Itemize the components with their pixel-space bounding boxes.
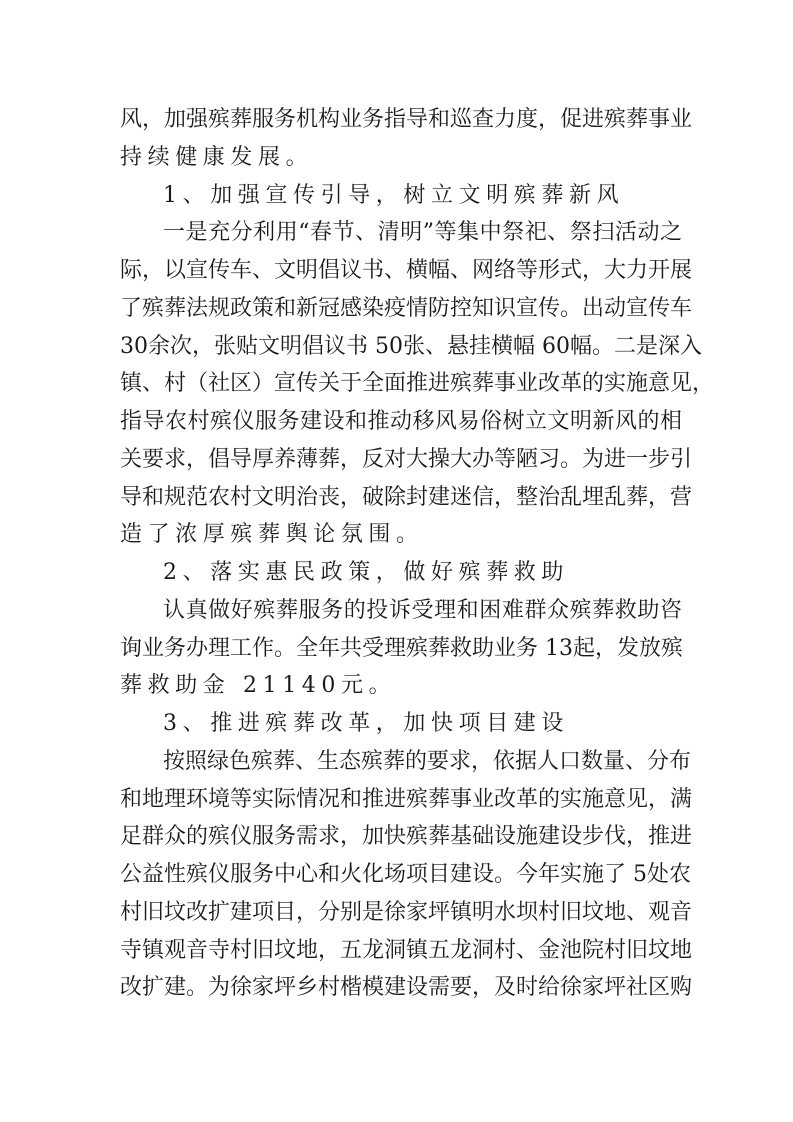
paragraph-line: 足群众的殡仪服务需求，加快殡葬基础设施建设步伐，推进	[120, 824, 693, 850]
paragraph-line: 际，以宣传车、文明倡议书、横幅、网络等形式，大力开展	[120, 258, 693, 283]
paragraph-line: 了殡葬法规政策和新冠感染疫情防控知识宣传。出动宣传车	[120, 295, 693, 321]
paragraph-line: 和地理环境等实际情况和推进殡葬事业改革的实施意见，满	[120, 786, 693, 812]
paragraph-line: 风，加强殡葬服务机构业务指导和巡查力度，促进殡葬事业	[120, 107, 693, 132]
paragraph-line: 寺镇观音寺村旧坟地，五龙洞镇五龙洞村、金池院村旧坟地	[120, 937, 693, 963]
paragraph-line: 改扩建。为徐家坪乡村楷模建设需要，及时给徐家坪社区购	[120, 975, 693, 1001]
paragraph-line: 一是充分利用“春节、清明”等集中祭祀、祭扫活动之	[163, 220, 682, 246]
section-heading: 1、加强宣传引导，树立文明殡葬新风	[163, 182, 625, 208]
paragraph-line: 镇、村（社区）宣传关于全面推进殡葬事业改革的实施意见，	[120, 371, 715, 397]
paragraph-line: 询业务办理工作。全年共受理殡葬救助业务 13起，发放殡	[120, 635, 683, 661]
paragraph-line: 公益性殡仪服务中心和火化场项目建设。今年实施了 5处农	[120, 862, 691, 887]
paragraph-line: 关要求，倡导厚养薄葬，反对大操大办等陋习。为进一步引	[120, 446, 693, 472]
paragraph-line: 认真做好殡葬服务的投诉受理和困难群众殡葬救助咨	[163, 597, 682, 623]
paragraph-line: 按照绿色殡葬、生态殡葬的要求，依据人口数量、分布	[163, 748, 692, 774]
section-heading: 3、推进殡葬改革，加快项目建设	[163, 711, 569, 736]
paragraph-line: 造了浓厚殡葬舆论氛围。	[120, 522, 424, 548]
section-heading: 2、落实惠民政策，做好殡葬救助	[163, 560, 569, 585]
paragraph-line: 村旧坟改扩建项目，分别是徐家坪镇明水坝村旧坟地、观音	[120, 899, 693, 925]
paragraph-line: 葬救助金 21140元。	[120, 673, 397, 699]
paragraph-line: 导和规范农村文明治丧，破除封建迷信，整治乱埋乱葬，营	[120, 484, 693, 510]
paragraph-line: 指导农村殡仪服务建设和推动移风易俗树立文明新风的相	[120, 409, 682, 434]
paragraph-line: 30余次，张贴文明倡议书 50张、悬挂横幅 60幅。二是深入	[120, 333, 702, 359]
paragraph-line: 持续健康发展。	[120, 144, 314, 170]
